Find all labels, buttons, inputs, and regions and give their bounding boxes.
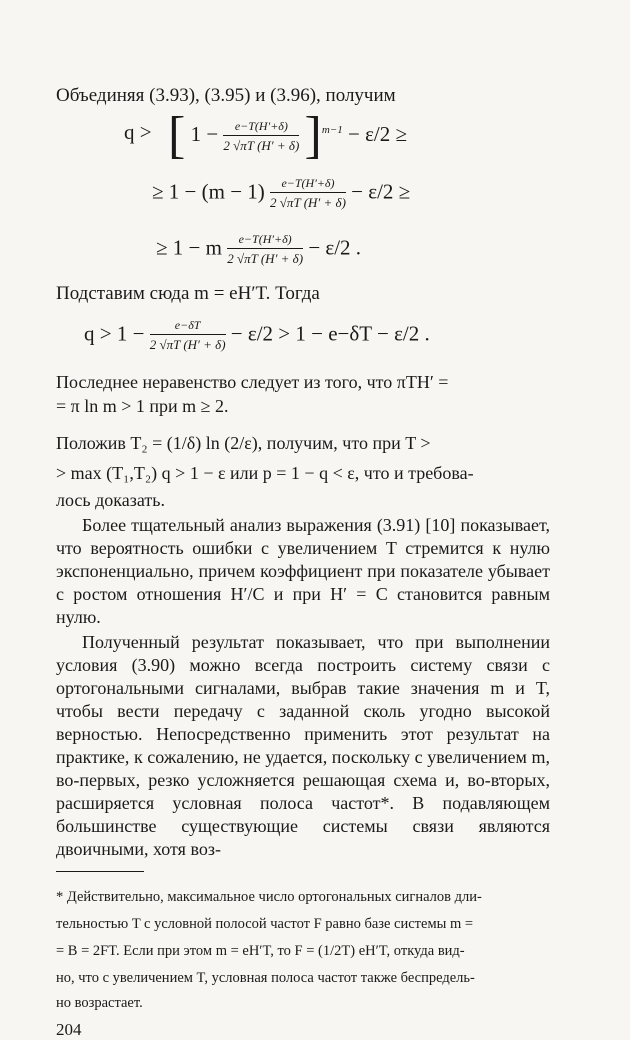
eq4-body: [84, 318, 430, 353]
eq3-fraction: [227, 232, 303, 267]
footnote: [56, 884, 550, 1014]
p2-line-2: > max (T₁,T₂) q > 1 − ε или p = 1 − q < ε, что и требова-: [56, 463, 474, 483]
eq1-tail: − ε/2 ≥: [347, 121, 408, 146]
eq3-tail: − ε/2 .: [308, 235, 362, 260]
subst-line: Подставим сюда m = eH′T. Тогда: [56, 283, 320, 304]
book-page: [56, 84, 550, 1040]
footnote-divider: [56, 871, 144, 872]
eq2-den: 2 √πT (H′ + δ): [270, 195, 346, 210]
eq3-lead: ≥ 1 − m: [156, 235, 222, 260]
eq2-tail: − ε/2 ≥: [351, 179, 411, 204]
eq1-den: 2 √πT (H′ + δ): [223, 137, 300, 153]
equation-3: [56, 224, 550, 280]
eq1-one-minus: 1 −: [190, 121, 219, 146]
footnote-line-2: тельностью T с условной полосой частот F равно базе системы m =: [56, 916, 474, 932]
p1-line-1: Последнее неравенство следует из того, что πTH′ =: [56, 372, 449, 392]
eq1-power: m−1: [321, 123, 343, 136]
eq1-num: e−T(H′+δ): [223, 119, 299, 136]
eq3-num: e−T(H′+δ): [227, 232, 303, 249]
eq3-den: 2 √πT (H′ + δ): [227, 251, 304, 266]
eq1-fraction: [223, 119, 299, 154]
paragraph-result: [56, 631, 550, 861]
p1-line-2: = π ln m > 1 при m ≥ 2.: [56, 396, 229, 416]
paragraph-conclusion: [56, 428, 550, 512]
p4-text: Полученный результат показывает, что при выполнении условия (3.90) можно всегда построить систему связи с ортогональными сигналами, выбрав такие значения m и T, чтобы вести передачу с заданной сколь угодно высокой верностью. Непосредственно применить этот результат на практике, к сожалению, не удается, поскольку с увеличением m, во-первых, резко усложняется решающая схема и, во-вторых, расширяется условная полоса частот*. В подавляющем большинстве существующие системы связи являются двоичными, хотя воз-: [56, 632, 550, 859]
paragraph-analysis: [56, 514, 550, 629]
intro-line: Объединяя (3.93), (3.95) и (3.96), получим: [56, 85, 396, 106]
footnote-line-4: но, что с увеличением T, условная полоса частот также беспредель-: [56, 970, 475, 986]
equation-2: [56, 168, 550, 224]
eq1-lhs: q >: [124, 120, 152, 144]
eq4-tail: − ε/2 > 1 − e−δT − ε/2 .: [230, 321, 430, 346]
footnote-line-5: но возрастает.: [56, 995, 143, 1011]
eq2-lead: ≥ 1 − (m − 1): [152, 179, 265, 204]
p2-line-3: лось доказать.: [56, 490, 165, 510]
eq1-body: [ 1 − $\frac{e-T(H'+\delta)}{2 √\pi T (H' + \delta)}$ ]$^{m-1}$ − ε/2 ≥: [168, 107, 408, 164]
equation-1: [56, 108, 550, 168]
eq2-fraction: [270, 176, 346, 211]
p3-text: Более тщательный анализ выражения (3.91) [10] показывает, что вероятность ошибки с увеличением T стремится к нулю экспоненциально, причем коэффициент при показателе убывает с ростом отношения H′/C и при H′ = C становится равным нулю.: [56, 515, 550, 627]
eq2-body: [152, 176, 410, 211]
p2-line-1: Положив T₂ = (1/δ) ln (2/ε), получим, что при T >: [56, 433, 431, 453]
eq3-body: [156, 232, 361, 267]
eq4-den: 2 √πT (H′ + δ): [149, 337, 226, 352]
page-number: 204: [56, 1020, 82, 1039]
eq4-num: e−δT: [150, 318, 226, 335]
eq2-num: e−T(H′+δ): [270, 176, 346, 193]
eq4-fraction: [150, 318, 226, 353]
paragraph-inequality: [56, 370, 550, 418]
eq4-lead: q > 1 −: [84, 321, 145, 346]
footnote-line-1: * Действительно, максимальное число ортогональных сигналов дли-: [56, 889, 482, 905]
equation-4: [56, 306, 550, 368]
footnote-line-3: = B = 2FT. Если при этом m = eH′T, то F = (1/2T) eH′T, откуда вид-: [56, 943, 465, 959]
